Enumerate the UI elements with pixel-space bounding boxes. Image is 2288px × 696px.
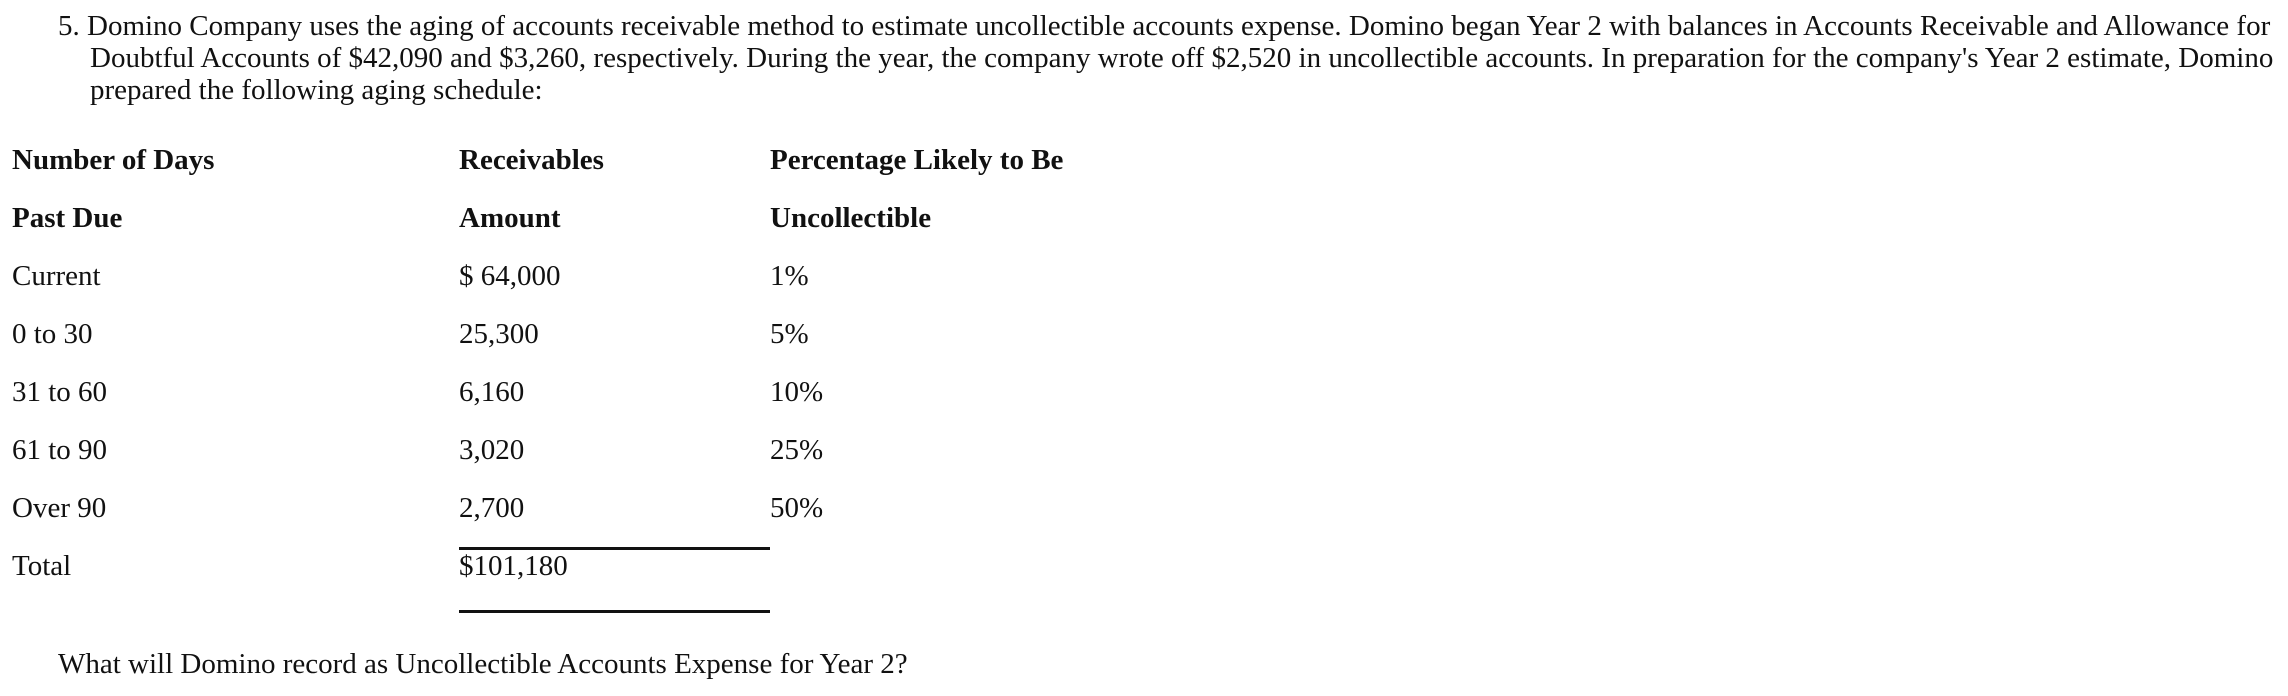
days-cell: 31 to 60	[12, 376, 108, 408]
header-amount: Amount	[459, 202, 561, 234]
percent-cell: 50%	[770, 492, 824, 524]
header-receivables: Receivables	[459, 144, 604, 176]
header-percentage: Percentage Likely to Be	[770, 144, 1064, 176]
days-cell: Current	[12, 260, 101, 292]
amount-cell: 3,020	[459, 434, 525, 466]
total-underline-rule	[459, 610, 770, 613]
followup-question: What will Domino record as Uncollectible Accounts Expense for Year 2?	[58, 648, 908, 680]
question-text-block	[58, 10, 2288, 106]
total-amount: $101,180	[459, 550, 568, 582]
amount-cell: $ 64,000	[459, 260, 561, 292]
amount-cell: 2,700	[459, 492, 525, 524]
subtotal-rule	[459, 547, 770, 550]
days-cell: 0 to 30	[12, 318, 93, 350]
amount-cell: 6,160	[459, 376, 525, 408]
header-past-due: Past Due	[12, 202, 123, 234]
percent-cell: 25%	[770, 434, 824, 466]
header-days: Number of Days	[12, 144, 215, 176]
days-cell: Over 90	[12, 492, 107, 524]
percent-cell: 10%	[770, 376, 824, 408]
amount-cell: 25,300	[459, 318, 539, 350]
days-cell: 61 to 90	[12, 434, 108, 466]
percent-cell: 5%	[770, 318, 809, 350]
percent-cell: 1%	[770, 260, 809, 292]
total-label: Total	[12, 550, 72, 582]
header-uncollectible: Uncollectible	[770, 202, 932, 234]
question-body: Domino Company uses the aging of accounts receivable method to estimate uncollectible accounts expense. Domino began Year 2 with balances in Accounts Receivable and Allowance for Doubtful Accounts of $42,090 and $3,260, respectively. During the year, the company wrote off $2,520 in uncollectible accounts. In preparation for the company's Year 2 estimate, Domino prepared the following aging schedule:	[87, 10, 2274, 106]
question-number: 5.	[58, 10, 80, 42]
